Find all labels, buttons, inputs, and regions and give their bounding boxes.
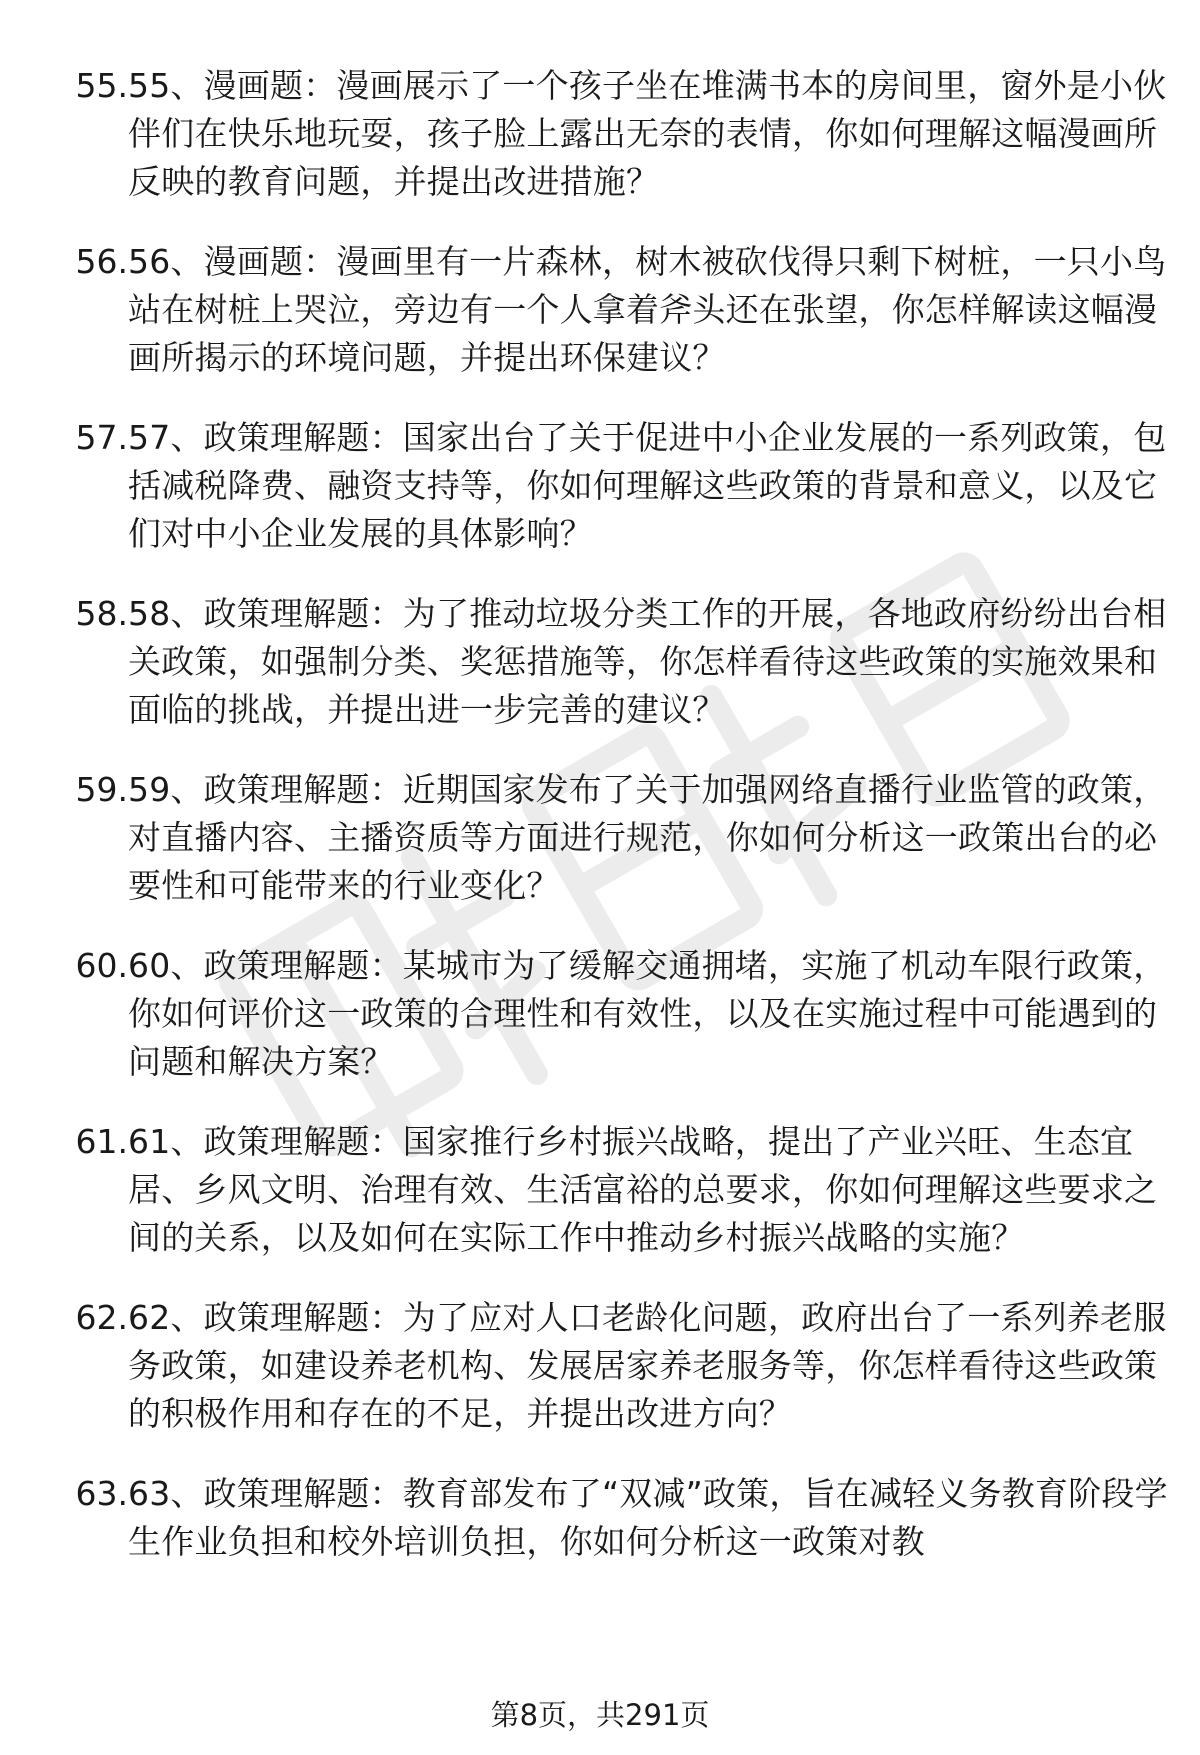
- question-number: 58.: [75, 594, 128, 633]
- list-item: [40, 414, 1170, 558]
- question-number: 60.: [75, 946, 128, 985]
- question-text: 62、政策理解题：为了应对人口老龄化问题，政府出台了一系列养老服务政策，如建设养老机构、发展居家养老服务等，你怎样看待这些政策的积极作用和存在的不足，并提出改进方向？: [128, 1298, 1167, 1433]
- list-item: [40, 238, 1170, 382]
- question-text: 58、政策理解题：为了推动垃圾分类工作的开展，各地政府纷纷出台相关政策，如强制分类、奖惩措施等，你怎样看待这些政策的实施效果和面临的挑战，并提出进一步完善的建议？: [128, 594, 1167, 729]
- question-text: 60、政策理解题：某城市为了缓解交通拥堵，实施了机动车限行政策，你如何评价这一政策的合理性和有效性，以及在实施过程中可能遇到的问题和解决方案？: [128, 946, 1167, 1081]
- question-text: 56、漫画题：漫画里有一片森林，树木被砍伐得只剩下树桩，一只小鸟站在树桩上哭泣，旁边有一个人拿着斧头还在张望，你怎样解读这幅漫画所揭示的环境问题，并提出环保建议？: [128, 242, 1167, 377]
- question-text: 57、政策理解题：国家出台了关于促进中小企业发展的一系列政策，包括减税降费、融资支持等，你如何理解这些政策的背景和意义，以及它们对中小企业发展的具体影响？: [128, 418, 1167, 553]
- page-number-label: 第8页，共291页: [490, 1698, 710, 1732]
- question-number: 57.: [75, 418, 128, 457]
- question-text: 61、政策理解题：国家推行乡村振兴战略，提出了产业兴旺、生态宜居、乡风文明、治理有效、生活富裕的总要求，你如何理解这些要求之间的关系，以及如何在实际工作中推动乡村振兴战略的实施？: [128, 1122, 1158, 1257]
- question-text: 59、政策理解题：近期国家发布了关于加强网络直播行业监管的政策，对直播内容、主播资质等方面进行规范，你如何分析这一政策出台的必要性和可能带来的行业变化？: [128, 770, 1167, 905]
- list-item: [40, 1294, 1170, 1438]
- question-number: 59.: [75, 770, 128, 809]
- list-item: [40, 766, 1170, 910]
- question-text: 55、漫画题：漫画展示了一个孩子坐在堆满书本的房间里，窗外是小伙伴们在快乐地玩耍，孩子脸上露出无奈的表情，你如何理解这幅漫画所反映的教育问题，并提出改进措施？: [128, 66, 1167, 201]
- question-text: 63、政策理解题：教育部发布了“双减”政策，旨在减轻义务教育阶段学生作业负担和校外培训负担，你如何分析这一政策对教: [128, 1474, 1168, 1561]
- list-item: [40, 1470, 1170, 1566]
- list-item: [40, 62, 1170, 206]
- question-list: [40, 62, 1170, 1598]
- question-number: 62.: [75, 1298, 128, 1337]
- list-item: [40, 590, 1170, 734]
- question-number: 55.: [75, 66, 128, 105]
- question-number: 61.: [75, 1122, 128, 1161]
- list-item: [40, 1118, 1170, 1262]
- question-number: 56.: [75, 242, 128, 281]
- page-footer: [0, 1695, 1200, 1735]
- list-item: [40, 942, 1170, 1086]
- question-number: 63.: [75, 1474, 128, 1513]
